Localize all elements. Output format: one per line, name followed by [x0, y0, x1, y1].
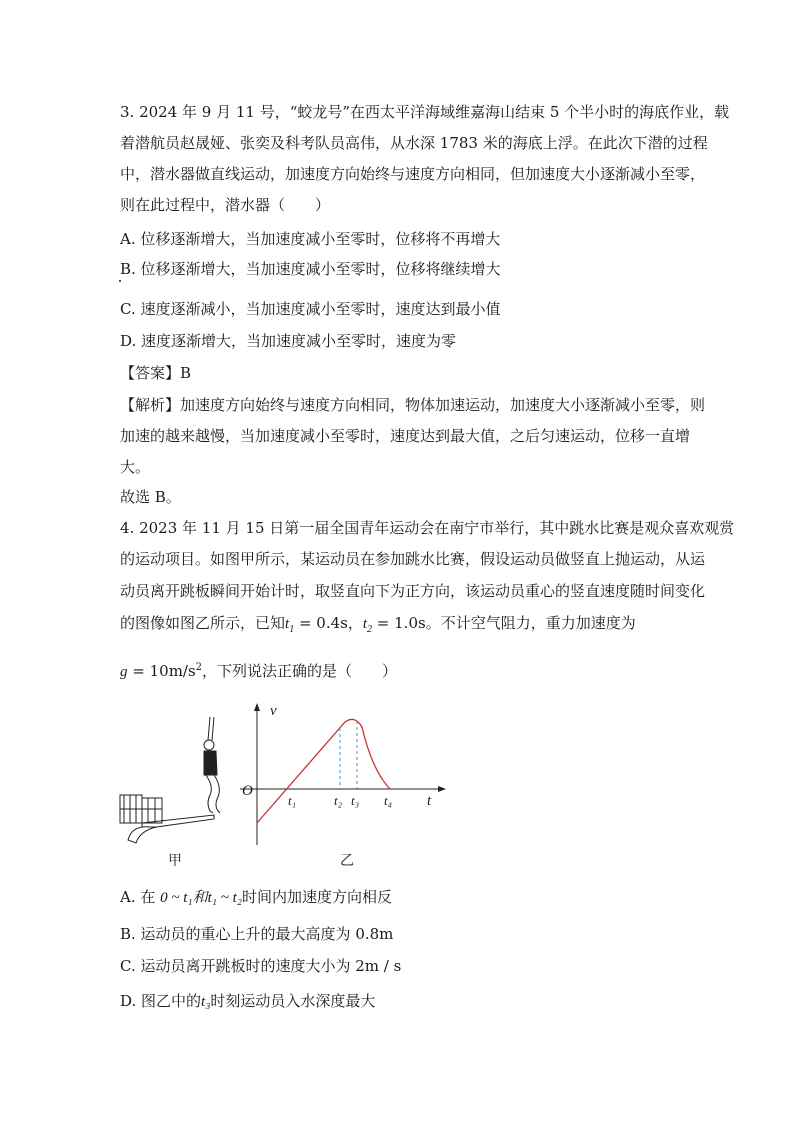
q3-answer — [120, 363, 191, 383]
q4-option-d-math: t₃ — [201, 994, 211, 1010]
label-jia: 甲 — [168, 853, 182, 869]
answer-tag: 【答案】 — [120, 364, 181, 382]
q3-analysis-line-3: 大。 — [120, 458, 151, 476]
q3-stem-line-1: 3. 2024 年 9 月 11 号，“蛟龙号”在西太平洋海域维嘉海山结束 5 个半小时的海底作业，载 — [120, 103, 730, 121]
axis-label-v: v — [270, 703, 277, 719]
tick-t4: t₄ — [384, 793, 393, 808]
stray-dot — [119, 280, 121, 282]
answer-value: B — [180, 364, 192, 382]
diver-scene-illustration — [120, 717, 220, 843]
q4-stem-line-3: 动员离开跳板瞬间开始计时，取竖直向下为正方向，该运动员重心的竖直速度随时间变化 — [120, 582, 706, 600]
q3-option-a: A. 位移逐渐增大，当加速度减小至零时，位移将不再增大 — [120, 230, 501, 248]
q4-line4-post: 。不计空气阻力，重力加速度为 — [425, 614, 636, 632]
q3-stem-line-2: 着潜航员赵晟娅、张奕及科考队员高伟，从水深 1783 米的海底上浮。在此次下潜的过程 — [120, 134, 708, 152]
q4-stem-line-5 — [120, 658, 397, 682]
q3-analysis-line-2: 加速的越来越慢，当加速度减小至零时，速度达到最大值，之后匀速运动，位移一直增 — [120, 427, 691, 445]
q3-conclusion: 故选 B。 — [120, 488, 181, 506]
tick-t1: t₁ — [288, 793, 297, 808]
t-axis-arrow — [438, 786, 446, 792]
q3-analysis-line-1 — [120, 395, 705, 415]
q4-option-d-post: 时刻运动员入水深度最大 — [210, 992, 376, 1010]
analysis-text-1: 加速度方向始终与速度方向相同，物体加速运动，加速度大小逐渐减小至零，则 — [180, 396, 706, 414]
q4-line5-post: ，下列说法正确的是（ ） — [202, 662, 398, 680]
g-value: = 10m/s — [127, 662, 196, 680]
t1-letter: t — [285, 616, 290, 632]
analysis-tag: 【解析】 — [120, 396, 181, 414]
q3-stem-line-4: 则在此过程中，潜水器（ ） — [120, 196, 331, 214]
t1-subscript: 1 — [289, 624, 295, 635]
v-axis-arrow — [254, 703, 260, 711]
t2-letter: t — [362, 616, 368, 632]
velocity-curve — [257, 719, 390, 823]
t1-symbol — [285, 616, 295, 635]
t2-subscript: 2 — [367, 624, 373, 635]
tick-t3: t₃ — [351, 793, 360, 808]
label-yi: 乙 — [340, 853, 354, 869]
q4-option-a-math: 0 ~ t₁和t₁ ~ t₂ — [160, 890, 243, 906]
q4-option-a — [120, 887, 392, 908]
q3-option-c: C. 速度逐渐减小，当加速度减小至零时，速度达到最小值 — [120, 300, 501, 318]
q4-option-d — [120, 991, 375, 1012]
q3-option-b: B. 位移逐渐增大，当加速度减小至零时，位移将继续增大 — [120, 260, 501, 278]
g-symbol: g — [120, 664, 128, 680]
g-exponent: 2 — [195, 662, 203, 673]
q4-figure — [110, 695, 460, 870]
t2-symbol — [362, 616, 373, 635]
q4-option-a-pre: A. 在 — [120, 888, 161, 906]
tick-t2: t₂ — [334, 793, 343, 808]
q4-option-d-pre: D. 图乙中的 — [120, 992, 202, 1010]
q4-stem-line-2: 的运动项目。如图甲所示，某运动员在参加跳水比赛，假设运动员做竖直上抛运动，从运 — [120, 550, 706, 568]
q4-option-c: C. 运动员离开跳板时的速度大小为 2m / s — [120, 957, 402, 975]
t1-value: = 0.4s， — [294, 614, 363, 632]
q4-stem-line-1: 4. 2023 年 11 月 15 日第一届全国青年运动会在南宁市举行，其中跳水比赛是观众喜欢观赏 — [120, 519, 735, 537]
q4-option-b: B. 运动员的重心上升的最大高度为 0.8m — [120, 925, 394, 943]
q3-option-d: D. 速度逐渐增大，当加速度减小至零时，速度为零 — [120, 332, 457, 350]
vt-graph — [240, 703, 446, 845]
q4-line4-pre: 的图像如图乙所示，已知 — [120, 614, 286, 632]
t2-value: = 1.0s — [372, 614, 426, 632]
axis-label-t: t — [427, 793, 432, 809]
q3-stem-line-3: 中，潜水器做直线运动，加速度方向始终与速度方向相同，但加速度大小逐渐减小至零， — [120, 165, 706, 183]
origin-label: O — [242, 783, 253, 799]
q4-option-a-post: 时间内加速度方向相反 — [242, 888, 393, 906]
q4-stem-line-4 — [120, 613, 636, 640]
